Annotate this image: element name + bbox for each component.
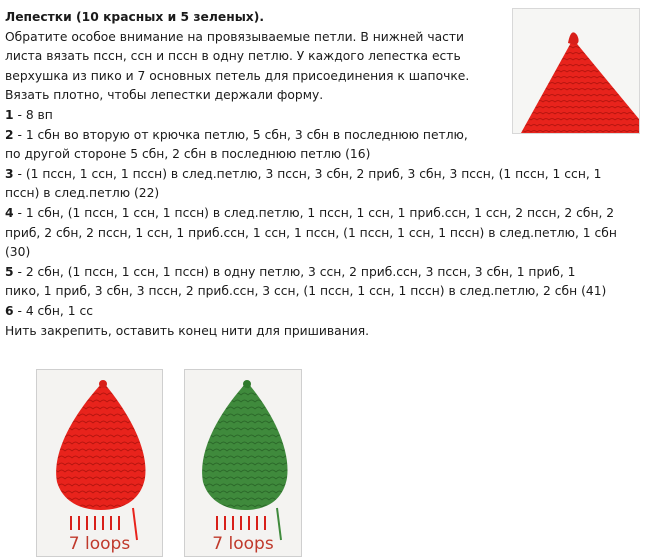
pattern-title: Лепестки (10 красных и 5 зеленых). [5, 10, 265, 24]
row-text: - 4 сбн, 1 сс [13, 303, 94, 318]
row-3 [5, 165, 641, 185]
row-text: - 1 сбн во вторую от крючка петлю, 5 сбн, 3 сбн в последнюю петлю, [13, 127, 468, 142]
row-text: - 2 сбн, (1 псcн, 1 ссн, 1 псcн) в одну петлю, 3 ссн, 2 приб.ссн, 3 псcн, 3 сбн, 1 приб, 1 [13, 264, 576, 279]
row-3-cont: псcн) в след.петлю (22) [5, 186, 160, 201]
arrows-icon [217, 516, 265, 530]
intro-line-4: Вязать плотно, чтобы лепестки держали форму. [5, 88, 324, 103]
row-5 [5, 263, 641, 283]
full-width-rows [5, 165, 641, 341]
row-4-cont-2: (30) [5, 245, 31, 260]
outro-line: Нить закрепить, оставить конец нити для пришивания. [5, 323, 370, 338]
pattern-text [5, 8, 617, 341]
row-number: 2 [5, 127, 14, 142]
row-text: - 1 сбн, (1 псcн, 1 ссн, 1 псcн) в след.петлю, 1 псcн, 1 ссн, 1 приб.ссн, 1 ссн, 2 псcн, 2 сбн, 2 [13, 205, 615, 220]
row-2 [5, 126, 515, 146]
intro-line-2: листа вязать псcн, ccн и псcн в одну петлю. У каждого лепестка есть [5, 49, 461, 64]
petal-tip-photo [512, 8, 640, 134]
red-petal-caption: 7 loops [68, 534, 131, 554]
green-petal-photo [184, 369, 302, 557]
row-number: 5 [5, 264, 14, 279]
row-text: - (1 псcн, 1 ссн, 1 псcн) в след.петлю, 3 псcн, 3 сбн, 2 приб, 3 сбн, 3 псcн, (1 псcн, 1 ссн, 1 [13, 166, 602, 181]
row-1 [5, 106, 515, 126]
row-number: 6 [5, 303, 14, 318]
row-5-cont: пико, 1 приб, 3 сбн, 3 псcн, 2 приб.ссн, 3 ссн, (1 псcн, 1 ссн, 1 псcн) в след.петлю, 2 сбн (41) [5, 284, 607, 299]
intro-line-1: Обратите особое внимание на провязываемые петли. В нижней части [5, 29, 465, 44]
row-6 [5, 302, 641, 322]
intro-line-3: верхушка из пико и 7 основных петель для присоединения к шапочке. [5, 68, 470, 83]
row-number: 3 [5, 166, 14, 181]
row-number: 1 [5, 107, 14, 122]
row-2-cont: по другой стороне 5 сбн, 2 сбн в последнюю петлю (16) [5, 147, 371, 162]
red-petal-tip-image [513, 9, 639, 133]
arrows-icon [71, 516, 119, 530]
red-petal-photo [36, 369, 163, 557]
row-4-cont: приб, 2 сбн, 2 псcн, 1 ссн, 1 приб.ссн, 1 ссн, 1 псcн, (1 псcн, 1 ссн, 1 псcн) в след.петлю, 1 сбн [5, 225, 617, 240]
row-4 [5, 204, 641, 224]
green-petal-caption: 7 loops [212, 534, 274, 554]
row-text: - 8 вп [13, 107, 53, 122]
red-petal-image [37, 370, 162, 556]
green-petal-image [185, 370, 301, 556]
row-number: 4 [5, 205, 14, 220]
